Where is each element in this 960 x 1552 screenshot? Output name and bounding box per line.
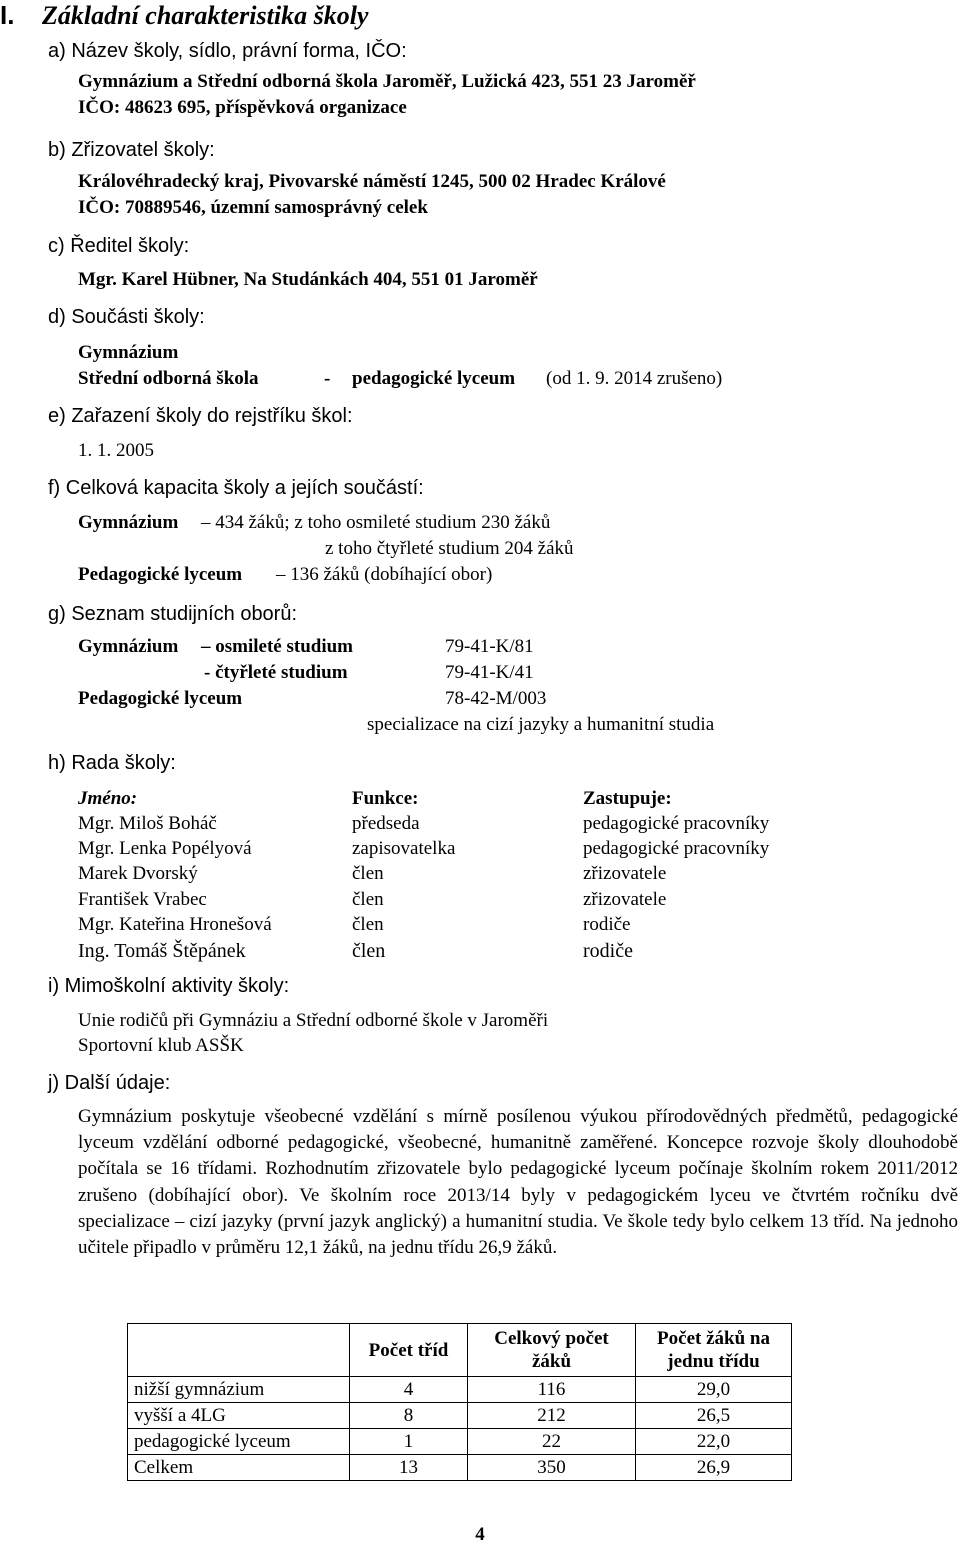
board-member-represents: rodiče bbox=[583, 940, 633, 962]
table-cell: 29,0 bbox=[636, 1377, 792, 1403]
table-header-cell: Počet tříd bbox=[350, 1324, 468, 1377]
table-cell: 4 bbox=[350, 1377, 468, 1403]
board-member-name: Mgr. Kateřina Hronešová bbox=[78, 914, 272, 935]
additional-info-paragraph: Gymnázium poskytuje všeobecné vzdělání s mírně posílenou výukou přírodovědných předmětů, pedagogické lyceum vzdělání odborné pedagogické, všeobecné, humanitně zaměřené. Koncepce rozvoje školy dlouhodobě počítala se 16 třídami. Rozhodnutím zřizovatele bylo pedagogické lyceum počínaje školním rokem 2011/2012 zrušeno (dobíhající obor). Ve školním roce 2013/14 byly v pedagogickém lyceu ve čtvrtém ročníku dvě specializace – cizí jazyky (první jazyk anglický) a humanitní studia. Ve škole tedy bylo celkem 13 tříd. Na jednoho učitele připadlo v průměru 12,1 žáků, na jednu třídu 26,9 žáků. bbox=[78, 1106, 958, 1259]
program-row1-name: – osmileté studium bbox=[201, 636, 353, 657]
board-member-name: Mgr. Miloš Boháč bbox=[78, 813, 217, 834]
table-row bbox=[128, 1377, 792, 1403]
board-header-represents: Zastupuje: bbox=[583, 788, 672, 809]
founder-line: Královéhradecký kraj, Pivovarské náměstí 1245, 500 02 Hradec Králové bbox=[78, 171, 666, 192]
component-program: pedagogické lyceum bbox=[352, 368, 516, 389]
board-member-represents: rodiče bbox=[583, 914, 631, 935]
board-member-name: Marek Dvorský bbox=[78, 863, 198, 884]
component-gymnazium: Gymnázium bbox=[78, 342, 179, 363]
table-cell: 8 bbox=[350, 1403, 468, 1429]
capacity-gym-label: Gymnázium bbox=[78, 512, 179, 533]
section-d-label: d) Součásti školy: bbox=[48, 306, 205, 328]
table-header-row bbox=[128, 1324, 792, 1377]
school-ico-line: IČO: 48623 695, příspěvková organizace bbox=[78, 97, 407, 118]
table-cell: 1 bbox=[350, 1429, 468, 1455]
board-member-name: Ing. Tomáš Štěpánek bbox=[78, 940, 246, 962]
table-header-cell bbox=[128, 1324, 350, 1377]
activity-line: Sportovní klub ASŠK bbox=[78, 1035, 244, 1056]
table-cell: 26,9 bbox=[636, 1455, 792, 1481]
table-row bbox=[128, 1455, 792, 1481]
table-cell: nižší gymnázium bbox=[128, 1377, 350, 1403]
table-cell: pedagogické lyceum bbox=[128, 1429, 350, 1455]
board-header-name: Jméno: bbox=[78, 788, 138, 809]
board-header-function: Funkce: bbox=[352, 788, 419, 809]
section-b-label: b) Zřizovatel školy: bbox=[48, 139, 215, 161]
board-member-represents: pedagogické pracovníky bbox=[583, 813, 770, 834]
board-member-function: člen bbox=[352, 889, 384, 910]
table-cell: 116 bbox=[468, 1377, 636, 1403]
capacity-ped-line: – 136 žáků (dobíhající obor) bbox=[276, 564, 493, 585]
registry-date: 1. 1. 2005 bbox=[78, 440, 154, 461]
heading-title: Základní charakteristika školy bbox=[42, 1, 369, 30]
school-name-line: Gymnázium a Střední odborná škola Jaroměř, Lužická 423, 551 23 Jaroměř bbox=[78, 71, 696, 92]
program-row4-note: specializace na cizí jazyky a humanitní studia bbox=[367, 714, 715, 735]
table-cell: 26,5 bbox=[636, 1403, 792, 1429]
board-member-name: Mgr. Lenka Popélyová bbox=[78, 838, 252, 859]
section-j-label: j) Další údaje: bbox=[48, 1072, 171, 1094]
section-g-label: g) Seznam studijních oborů: bbox=[48, 603, 298, 625]
board-member-function: předseda bbox=[352, 813, 420, 834]
program-row1-code: 79-41-K/81 bbox=[445, 636, 534, 657]
section-c-label: c) Ředitel školy: bbox=[48, 235, 190, 257]
table-cell: 13 bbox=[350, 1455, 468, 1481]
section-f-label: f) Celková kapacita školy a jejích součástí: bbox=[48, 477, 424, 499]
program-row2-name: - čtyřleté studium bbox=[204, 662, 348, 683]
capacity-ped-label: Pedagogické lyceum bbox=[78, 564, 243, 585]
table-cell: 212 bbox=[468, 1403, 636, 1429]
class-statistics-table bbox=[127, 1323, 792, 1481]
table-row bbox=[128, 1403, 792, 1429]
section-h-label: h) Rada školy: bbox=[48, 752, 176, 774]
section-a-label: a) Název školy, sídlo, právní forma, IČO: bbox=[48, 40, 407, 62]
table-row bbox=[128, 1429, 792, 1455]
activity-line: Unie rodičů při Gymnáziu a Střední odborné škole v Jaroměři bbox=[78, 1010, 549, 1031]
program-row3-code: 78-42-M/003 bbox=[445, 688, 547, 709]
section-i-label: i) Mimoškolní aktivity školy: bbox=[48, 975, 290, 997]
component-sos: Střední odborná škola bbox=[78, 368, 259, 389]
section-e-label: e) Zařazení školy do rejstříku škol: bbox=[48, 405, 353, 427]
table-cell: 22 bbox=[468, 1429, 636, 1455]
director-line: Mgr. Karel Hübner, Na Studánkách 404, 551 01 Jaroměř bbox=[78, 269, 538, 290]
table-header-cell: Celkový počet žáků bbox=[468, 1324, 636, 1377]
board-member-represents: zřizovatele bbox=[583, 889, 667, 910]
table-cell: Celkem bbox=[128, 1455, 350, 1481]
board-member-function: člen bbox=[352, 914, 384, 935]
page-heading bbox=[0, 0, 368, 31]
board-member-function: zapisovatelka bbox=[352, 838, 456, 859]
board-member-name: František Vrabec bbox=[78, 889, 207, 910]
board-member-represents: pedagogické pracovníky bbox=[583, 838, 770, 859]
founder-ico-line: IČO: 70889546, územní samosprávný celek bbox=[78, 197, 428, 218]
board-member-represents: zřizovatele bbox=[583, 863, 667, 884]
table-cell: vyšší a 4LG bbox=[128, 1403, 350, 1429]
table-cell: 22,0 bbox=[636, 1429, 792, 1455]
program-row2-code: 79-41-K/41 bbox=[445, 662, 534, 683]
board-member-function: člen bbox=[352, 863, 384, 884]
heading-number: I. bbox=[0, 0, 15, 30]
capacity-gym-line1: – 434 žáků; z toho osmileté studium 230 žáků bbox=[201, 512, 551, 533]
page-number: 4 bbox=[475, 1524, 485, 1545]
component-note: (od 1. 9. 2014 zrušeno) bbox=[546, 368, 723, 389]
component-dash: - bbox=[324, 368, 331, 389]
table-cell: 350 bbox=[468, 1455, 636, 1481]
board-member-function: člen bbox=[352, 940, 386, 962]
capacity-gym-line2: z toho čtyřleté studium 204 žáků bbox=[325, 538, 574, 559]
table-header-cell: Počet žáků na jednu třídu bbox=[636, 1324, 792, 1377]
program-row3-name: Pedagogické lyceum bbox=[78, 688, 243, 709]
programs-gym-label: Gymnázium bbox=[78, 636, 179, 657]
